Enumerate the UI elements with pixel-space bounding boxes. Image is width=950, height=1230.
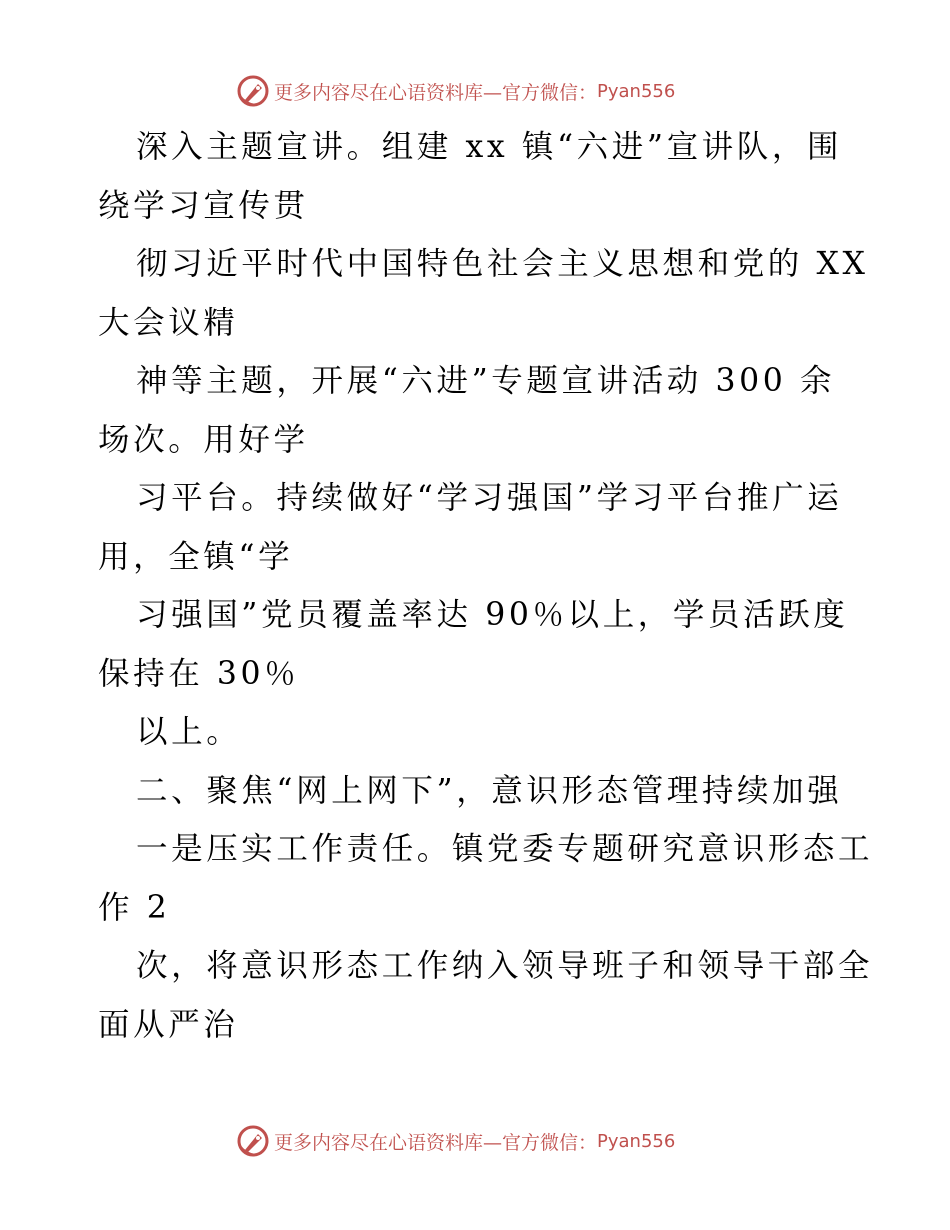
- watermark-wechat-id: Pyan556: [597, 80, 676, 102]
- text-line: 场次。用好学: [98, 421, 309, 458]
- text-line: 用，全镇“学: [98, 538, 294, 575]
- text-line: 习强国”党员覆盖率达 90％以上，学员活跃度: [136, 597, 849, 633]
- text-line: 绕学习宣传贯: [98, 187, 309, 224]
- watermark-text: 更多内容尽在心语资料库—官方微信：: [274, 1131, 598, 1154]
- text-line: 二、聚焦“网上网下”，意识形态管理持续加强: [136, 772, 843, 809]
- text-line: 以上。: [136, 714, 242, 750]
- footer-watermark: [236, 1124, 675, 1158]
- pen-nib-logo-icon: [236, 1124, 270, 1158]
- text-line: 作 2: [98, 889, 171, 926]
- text-line: 保持在 30％: [98, 655, 300, 692]
- text-line: 彻习近平时代中国特色社会主义思想和党的 XX: [136, 246, 869, 282]
- text-line: 次，将意识形态工作纳入领导班子和领导干部全: [136, 948, 874, 984]
- text-line: 习平台。持续做好“学习强国”学习平台推广运: [136, 480, 843, 516]
- text-line: 一是压实工作责任。镇党委专题研究意识形态工: [136, 831, 874, 867]
- text-line: 面从严治: [98, 1006, 239, 1043]
- header-watermark: [236, 74, 675, 108]
- document-body: [98, 118, 874, 1054]
- pen-nib-logo-icon: [236, 74, 270, 108]
- watermark-text: 更多内容尽在心语资料库—官方微信：: [274, 81, 598, 104]
- text-line: 大会议精: [98, 304, 239, 341]
- text-line: 深入主题宣讲。组建 xx 镇“六进”宣讲队，围: [136, 129, 843, 165]
- text-line: 神等主题，开展“六进”专题宣讲活动 300 余: [136, 363, 836, 399]
- watermark-wechat-id: Pyan556: [597, 1130, 676, 1152]
